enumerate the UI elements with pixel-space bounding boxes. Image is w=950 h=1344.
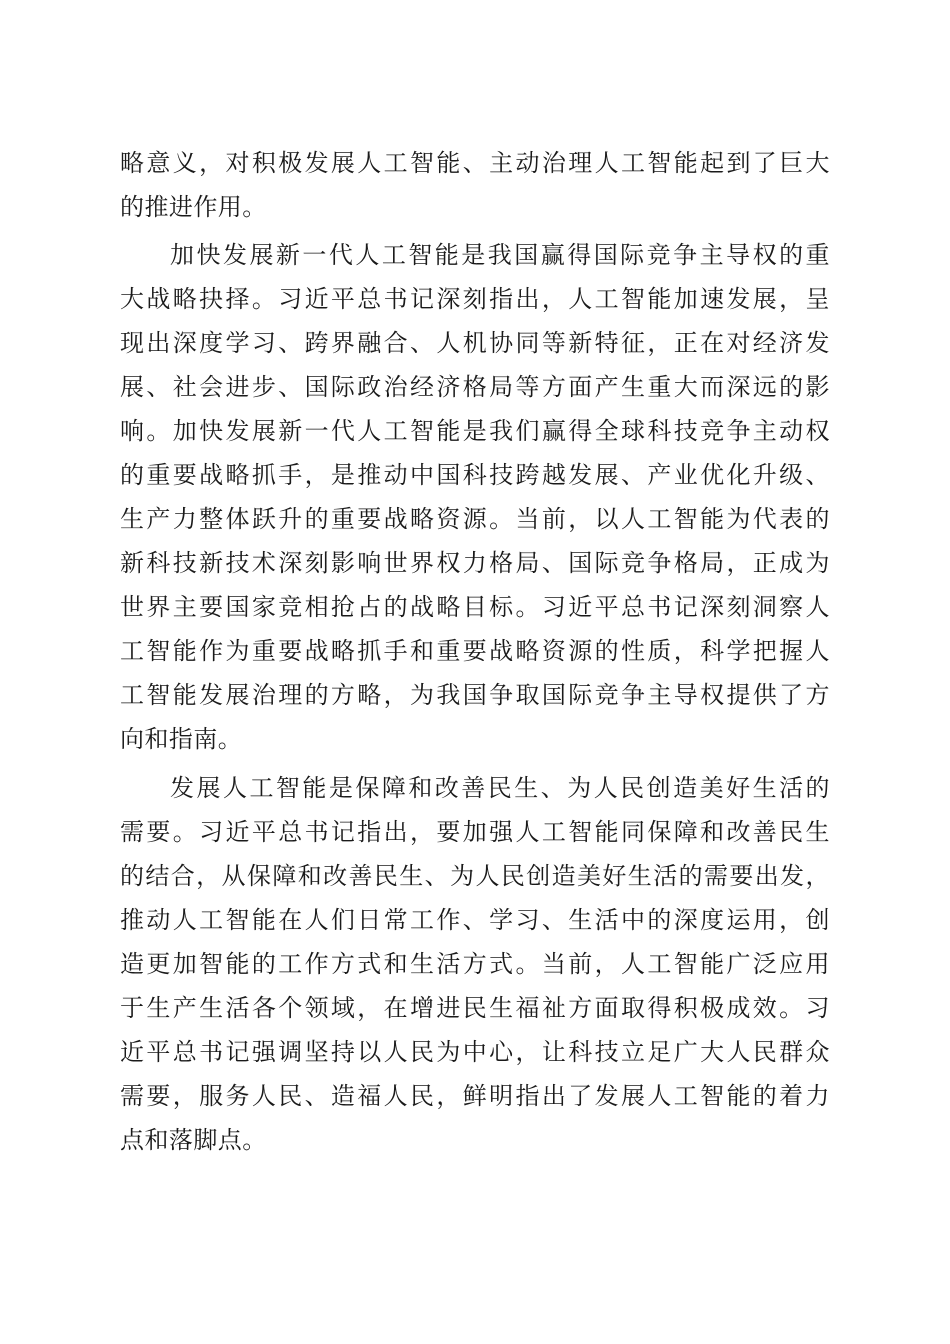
text-line: 展、社会进步、国际政治经济格局等方面产生重大而深远的影 [120,373,830,401]
text-line: 的结合，从保障和改善民生、为人民创造美好生活的需要出发， [120,862,830,890]
text-line: 世界主要国家竞相抢占的战略目标。习近平总书记深刻洞察人 [120,593,830,621]
text-line: 生产力整体跃升的重要战略资源。当前，以人工智能为代表的 [120,505,830,533]
paragraph-first-line: 发展人工智能是保障和改善民生、为人民创造美好生活的 [170,774,830,802]
text-line: 的推进作用。 [120,193,267,221]
paragraph-first-line: 加快发展新一代人工智能是我国赢得国际竞争主导权的重 [170,241,830,269]
text-line: 点和落脚点。 [120,1126,267,1154]
text-line: 需要，服务人民、造福人民，鲜明指出了发展人工智能的着力 [120,1082,830,1110]
text-line: 新科技新技术深刻影响世界权力格局、国际竞争格局，正成为 [120,549,830,577]
text-line: 近平总书记强调坚持以人民为中心，让科技立足广大人民群众 [120,1038,830,1066]
text-line: 需要。习近平总书记指出，要加强人工智能同保障和改善民生 [120,818,830,846]
text-line: 工智能作为重要战略抓手和重要战略资源的性质，科学把握人 [120,637,830,665]
text-line: 工智能发展治理的方略，为我国争取国际竞争主导权提供了方 [120,681,830,709]
text-line: 略意义，对积极发展人工智能、主动治理人工智能起到了巨大 [120,149,830,177]
text-line: 现出深度学习、跨界融合、人机协同等新特征，正在对经济发 [120,329,830,357]
text-line: 大战略抉择。习近平总书记深刻指出，人工智能加速发展，呈 [120,285,830,313]
text-line: 响。加快发展新一代人工智能是我们赢得全球科技竞争主动权 [120,417,830,445]
text-line: 于生产生活各个领域，在增进民生福祉方面取得积极成效。习 [120,994,830,1022]
text-line: 向和指南。 [120,725,243,753]
text-line: 推动人工智能在人们日常工作、学习、生活中的深度运用，创 [120,906,830,934]
text-line: 造更加智能的工作方式和生活方式。当前，人工智能广泛应用 [120,950,830,978]
text-line: 的重要战略抓手，是推动中国科技跨越发展、产业优化升级、 [120,461,830,489]
